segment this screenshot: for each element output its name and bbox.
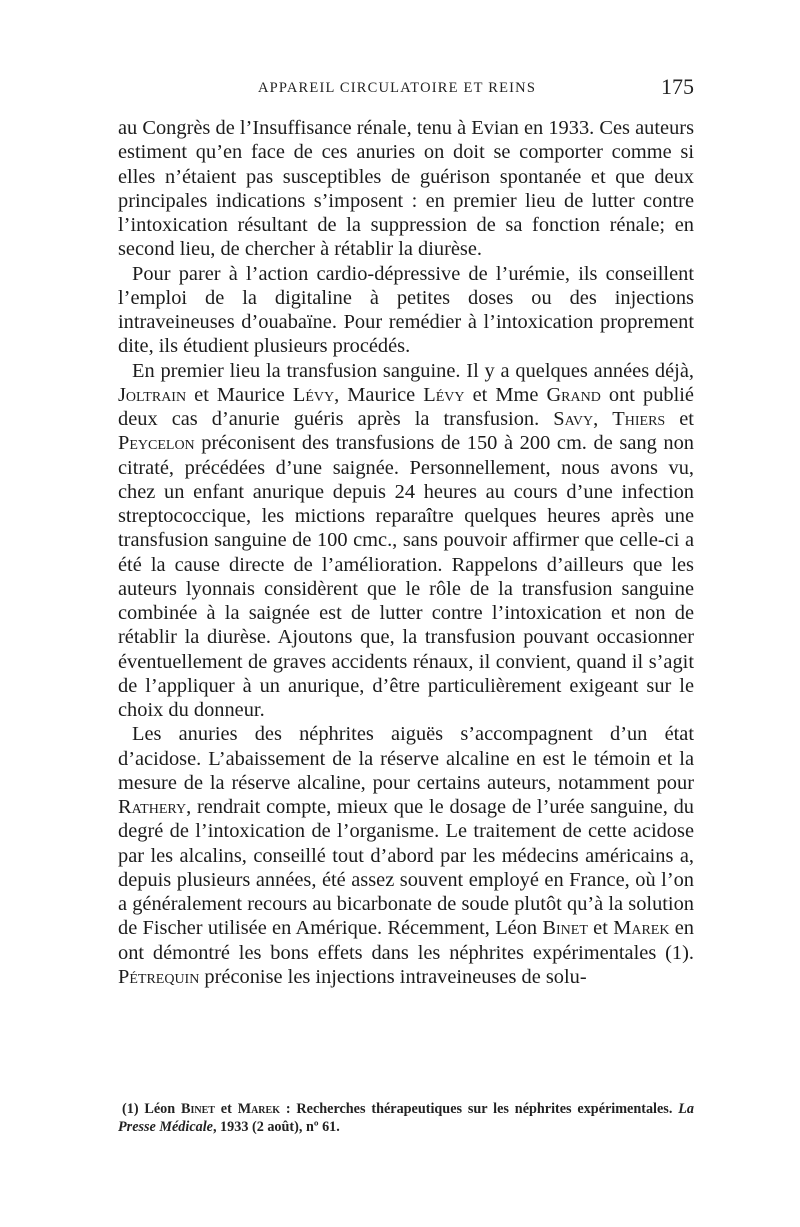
author-name: Joltrain <box>118 383 187 406</box>
text-segment: , Maurice <box>334 383 424 406</box>
paragraph-4 <box>118 722 694 989</box>
page-header <box>118 74 694 104</box>
text-segment: et <box>214 1101 238 1117</box>
author-name: Grand <box>546 383 601 406</box>
text-segment: en ont démontré les bons effets dans les néphrites expérimentales (1). <box>118 917 694 964</box>
text-segment: En premier lieu la transfusion sanguine. Il y a quelques années déjà, <box>132 359 694 382</box>
author-name: Lévy <box>423 383 465 406</box>
author-name: Pétrequin <box>118 965 200 988</box>
text-segment: , 1933 (2 août), nº 61. <box>212 1119 340 1135</box>
footnote-marker: (1) Léon <box>122 1101 182 1117</box>
footnote <box>118 1100 694 1136</box>
page-number: 175 <box>661 74 694 99</box>
text-segment: et <box>665 408 694 430</box>
author-name: Marek <box>237 1101 280 1117</box>
author-name: Binet <box>181 1101 215 1117</box>
text-segment: et <box>587 917 614 940</box>
author-name: Lévy <box>292 383 335 406</box>
text-segment: et Mme <box>464 383 547 406</box>
text-segment: : Recherches thérapeutiques sur les néphrites expérimentales. <box>279 1101 679 1117</box>
author-name: Binet <box>542 917 588 940</box>
author-name: Peycelon <box>118 432 195 455</box>
paragraph-3 <box>118 359 694 723</box>
text-segment: , rendrait compte, mieux que le dosage de l’urée sanguine, du degré de l’intoxication de l’organisme. Le traitement de cette acidose par les alcalins, conseillé tout d’abord par les médecins américains a, depuis plusieurs années, été assez souvent employé en France, où l’on a généralement recours au bicarbonate de soude plutôt qu’à la solution de Fischer utilisée en Amérique. Récemment, Léon <box>118 796 694 940</box>
text-segment: et Maurice <box>186 383 293 406</box>
journal-title: La Presse Médicale <box>118 1101 694 1135</box>
text-segment: Les anuries des néphrites aiguës s’accompagnent d’un état d’acidose. L’abaissement de la réserve alcaline en est le témoin et la mesure de la réserve alcaline, pour certains auteurs, notamment pour <box>118 723 694 794</box>
text-segment: ont publié deux cas d’anurie guéris après la transfusion. <box>118 383 694 430</box>
author-name: Savy <box>553 408 594 430</box>
paragraph-2: Pour parer à l’action cardio-dépressive de l’urémie, ils conseillent l’emploi de la digitaline à petites doses ou des injections intraveineuses d’ouabaïne. Pour remédier à l’intoxication proprement dite, ils étudient plusieurs procédés. <box>118 262 694 358</box>
running-head: APPAREIL CIRCULATOIRE ET REINS <box>258 80 537 96</box>
author-name: Marek <box>613 917 670 940</box>
body-text <box>118 116 694 989</box>
author-name: Rathery <box>118 796 187 818</box>
author-name: Thiers <box>612 408 666 430</box>
text-segment: , <box>593 408 613 430</box>
text-segment: préconise les injections intraveineuses de solu- <box>199 965 587 988</box>
text-segment: préconisent des transfusions de 150 à 200 cm. de sang non citraté, précédées d’une saignée. Personnellement, nous avons vu, chez un enfant anurique depuis 24 heures au cours d’une infection streptococcique, les mictions reparaître quelques heures après une transfusion sanguine de 100 cmc., sans pouvoir affirmer que celle-ci a été la cause directe de l’amélioration. Rappelons d’ailleurs que les auteurs lyonnais considèrent que le rôle de la transfusion sanguine combinée à la saignée est de lutter contre l’intoxication et non de rétablir la diurèse. Ajoutons que, la transfusion pouvant occasionner éventuellement de graves accidents rénaux, il convient, quand il s’agit de l’appliquer à un anurique, d’être particulièrement exigeant sur le choix du donneur. <box>118 432 694 721</box>
paragraph-1: au Congrès de l’Insuffisance rénale, tenu à Evian en 1933. Ces auteurs estiment qu’en face de ces anuries on doit se comporter comme si elles n’étaient pas susceptibles de guérison spontanée et que deux principales indications s’imposent : en premier lieu de lutter contre l’intoxication résultant de la suppression de sa fonction rénale; en second lieu, de chercher à rétablir la diurèse. <box>118 117 694 261</box>
